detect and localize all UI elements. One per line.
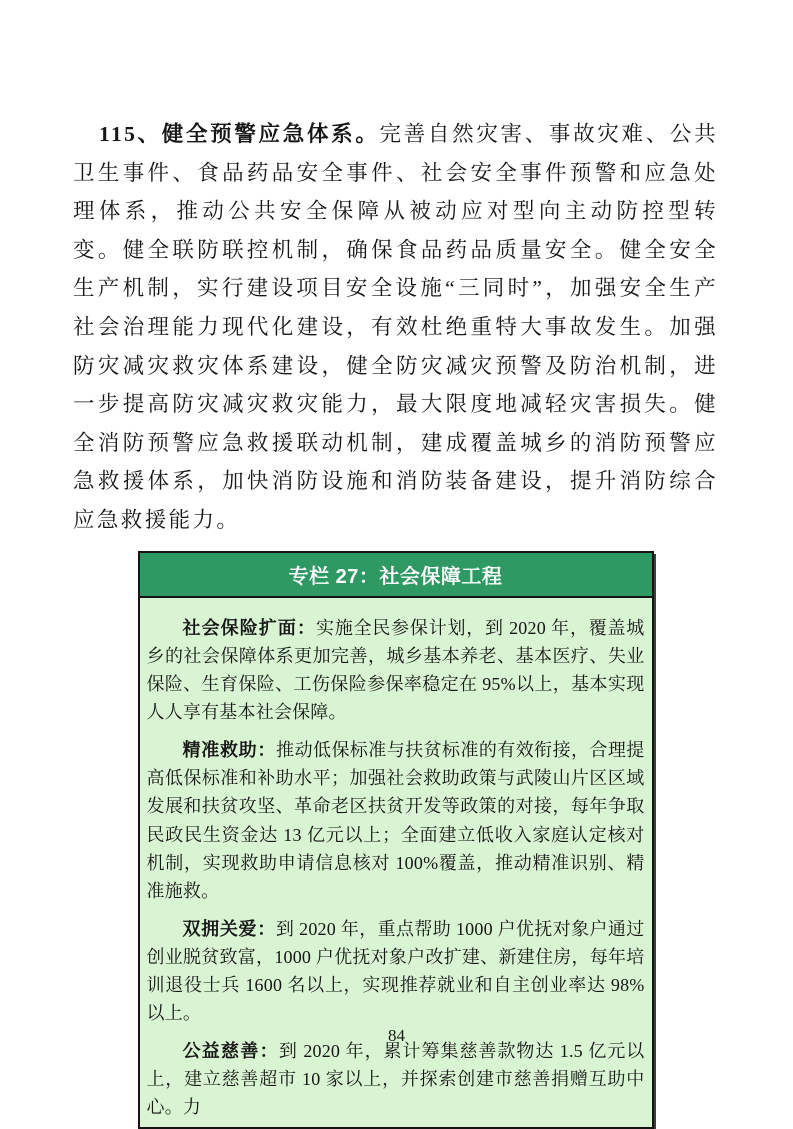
panel-paragraph-text: 实施全民参保计划，到 2020 年，覆盖城乡的社会保障体系更加完善，城乡基本养老、基本医疗、失业保险、生育保险、工伤保险参保率稳定在 95%以上，基本实现人人享有基本社会保障。 — [146, 617, 645, 723]
panel-paragraph-social-insurance — [147, 614, 645, 727]
page-content — [73, 0, 718, 1129]
column-box-title: 专栏 27：社会保障工程 — [140, 553, 652, 598]
panel-paragraph-text: 推动低保标准与扶贫标准的有效衔接，合理提高低保标准和补助水平；加强社会救助政策与武陵山片区区域发展和扶贫攻坚、革命老区扶贫开发等政策的对接，每年争取民政民生资金达 13 亿元以上；全面建立低收入家庭认定核对机制，实现救助申请信息核对 100%覆盖，推动精准识别、精准施救。 — [146, 739, 645, 902]
panel-paragraph-label: 社会保险扩面： — [182, 617, 317, 638]
paragraph-115-body: 完善自然灾害、事故灾难、公共卫生事件、食品药品安全事件、社会安全事件预警和应急处理体系，推动公共安全保障从被动应对型向主动防控型转变。健全联防联控机制，确保食品药品质量安全。健全安全生产机制，实行建设项目安全设施“三同时”，加强安全生产社会治理能力现代化建设，有效杜绝重特大事故发生。加强防灾减灾救灾体系建设，健全防灾减灾预警及防治机制，进一步提高防灾减灾救灾能力，最大限度地减轻灾害损失。健全消防预警应急救援联动机制，建成覆盖城乡的消防预警应急救援体系，加快消防设施和消防装备建设，提升消防综合应急救援能力。 — [73, 122, 718, 532]
panel-paragraph-text: 到 2020 年，重点帮助 1000 户优抚对象户通过创业脱贫致富，1000 户优抚对象户改扩建、新建住房，每年培训退役士兵 1600 名以上，实现推荐就业和自主创业率达 98%以上。 — [146, 918, 645, 1024]
panel-paragraph-charity — [147, 1037, 645, 1122]
page-number: 84 — [388, 1026, 405, 1045]
panel-paragraph-label: 双拥关爱： — [182, 918, 276, 939]
panel-paragraph-label: 精准救助： — [182, 739, 277, 760]
panel-paragraph-label: 公益慈善： — [182, 1040, 279, 1061]
panel-paragraph-text: 到 2020 年，累计筹集慈善款物达 1.5 亿元以上，建立慈善超市 10 家以上，并探索创建市慈善捐赠互助中心。力 — [146, 1040, 645, 1118]
paragraph-115-heading: 115、健全预警应急体系。 — [99, 122, 380, 146]
column-box-body — [140, 598, 652, 1127]
paragraph-115 — [73, 0, 718, 540]
panel-paragraph-precise-assistance — [147, 736, 645, 906]
panel-paragraph-military-support — [147, 915, 645, 1028]
